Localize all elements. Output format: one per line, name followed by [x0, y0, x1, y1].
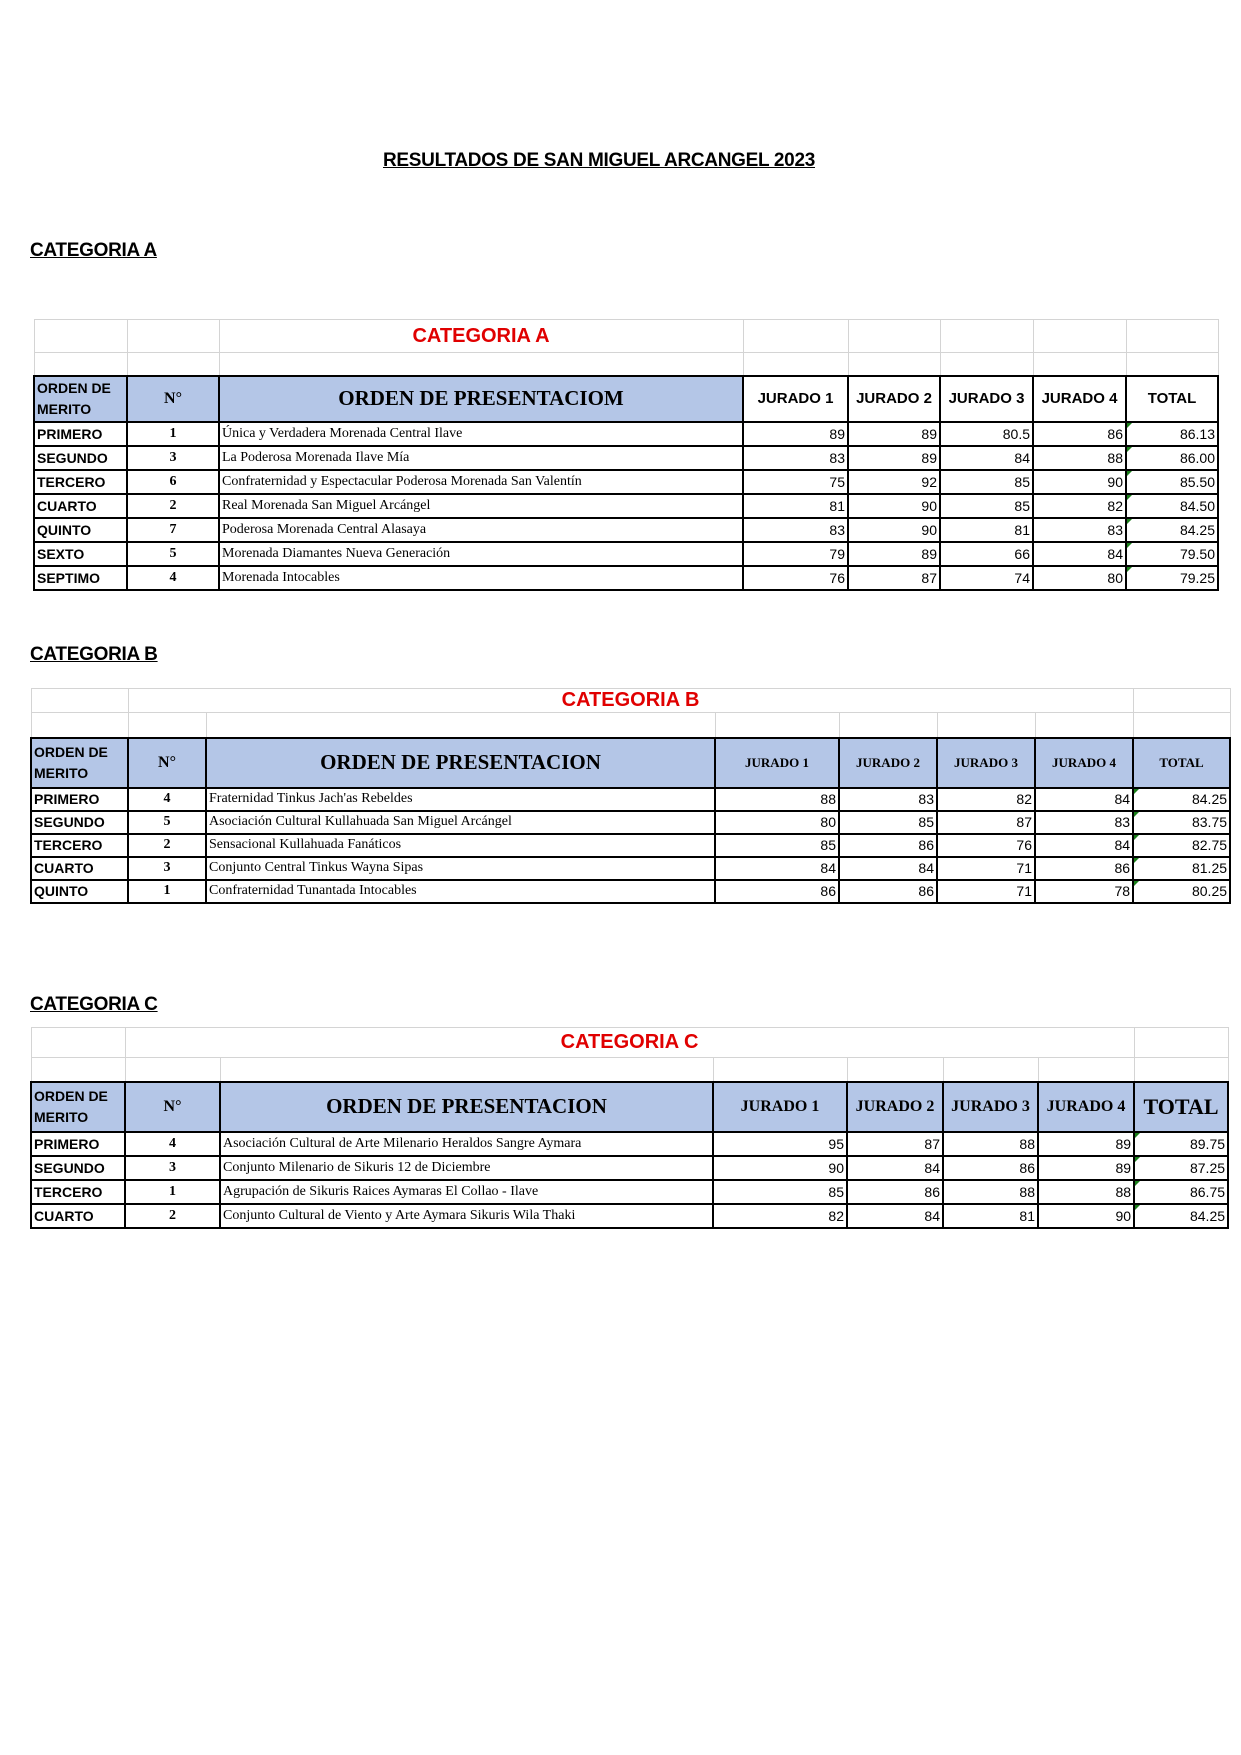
- presentation-number-cell: 4: [128, 788, 206, 811]
- jurado-4-score: 84: [1035, 834, 1133, 857]
- section-heading-c: CATEGORIA C: [30, 994, 158, 1015]
- table-row: [31, 880, 1230, 903]
- jurado-1-score: 85: [715, 834, 839, 857]
- jurado-2-score: 84: [847, 1156, 943, 1180]
- total-score: [1126, 446, 1218, 470]
- total-score: [1134, 1132, 1228, 1156]
- header-jurado-3: JURADO 3: [940, 376, 1033, 422]
- total-score: [1126, 470, 1218, 494]
- total-score: [1133, 880, 1230, 903]
- jurado-3-score: 82: [937, 788, 1035, 811]
- results-table-categoria-a: [33, 319, 1219, 591]
- header-jurado-4: JURADO 4: [1038, 1082, 1134, 1132]
- total-value: 82.75: [1191, 837, 1228, 853]
- header-jurado-3: JURADO 3: [943, 1082, 1038, 1132]
- presentation-number-cell: 1: [128, 880, 206, 903]
- group-name-cell: Asociación Cultural Kullahuada San Miguel Arcángel: [206, 811, 715, 834]
- jurado-4-score: 84: [1035, 788, 1133, 811]
- header-jurado-1: JURADO 1: [713, 1082, 847, 1132]
- header-jurado-1: JURADO 1: [715, 738, 839, 788]
- merit-cell: SEPTIMO: [34, 566, 127, 590]
- jurado-4-score: 83: [1033, 518, 1126, 542]
- presentation-number-cell: 4: [125, 1132, 220, 1156]
- jurado-4-score: 90: [1038, 1204, 1134, 1228]
- group-name-cell: Conjunto Cultural de Viento y Arte Aymara Sikuris Wila Thaki: [220, 1204, 713, 1228]
- cell-marker-icon: [1127, 423, 1132, 428]
- jurado-2-score: 90: [848, 494, 940, 518]
- presentation-number-cell: 3: [127, 446, 219, 470]
- jurado-2-score: 87: [848, 566, 940, 590]
- cell-marker-icon: [1134, 881, 1139, 886]
- group-name-cell: Única y Verdadera Morenada Central Ilave: [219, 422, 743, 446]
- jurado-3-score: 85: [940, 494, 1033, 518]
- group-name-cell: Real Morenada San Miguel Arcángel: [219, 494, 743, 518]
- jurado-4-score: 90: [1033, 470, 1126, 494]
- jurado-3-score: 74: [940, 566, 1033, 590]
- presentation-number-cell: 2: [128, 834, 206, 857]
- presentation-number-cell: 1: [127, 422, 219, 446]
- header-orden-de-merito: ORDEN DE MERITO: [31, 1082, 125, 1132]
- table-row: [31, 1156, 1228, 1180]
- total-score: [1134, 1204, 1228, 1228]
- presentation-number-cell: 3: [128, 857, 206, 880]
- section-heading-b: CATEGORIA B: [30, 644, 158, 665]
- group-name-cell: Fraternidad Tinkus Jach'as Rebeldes: [206, 788, 715, 811]
- merit-cell: TERCERO: [34, 470, 127, 494]
- header-orden-de-presentacion: ORDEN DE PRESENTACION: [206, 738, 715, 788]
- presentation-number-cell: 1: [125, 1180, 220, 1204]
- total-value: 80.25: [1191, 883, 1228, 899]
- jurado-4-score: 78: [1035, 880, 1133, 903]
- header-total: TOTAL: [1134, 1082, 1228, 1132]
- cell-marker-icon: [1127, 471, 1132, 476]
- table-row: [31, 811, 1230, 834]
- jurado-3-score: 71: [937, 880, 1035, 903]
- jurado-2-score: 92: [848, 470, 940, 494]
- total-value: 86.13: [1179, 425, 1215, 442]
- jurado-1-score: 76: [743, 566, 848, 590]
- jurado-1-score: 86: [715, 880, 839, 903]
- total-score: [1134, 1180, 1228, 1204]
- header-jurado-1: JURADO 1: [743, 376, 848, 422]
- jurado-4-score: 88: [1038, 1180, 1134, 1204]
- header-jurado-2: JURADO 2: [839, 738, 937, 788]
- total-score: [1126, 422, 1218, 446]
- header-orden-de-merito: ORDEN DE MERITO: [34, 376, 127, 422]
- table-row: [31, 834, 1230, 857]
- presentation-number-cell: 6: [127, 470, 219, 494]
- header-jurado-3: JURADO 3: [937, 738, 1035, 788]
- total-value: 83.75: [1191, 814, 1228, 830]
- group-name-cell: Conjunto Central Tinkus Wayna Sipas: [206, 857, 715, 880]
- table-row: [34, 446, 1218, 470]
- total-value: 81.25: [1191, 860, 1228, 876]
- group-name-cell: Confraternidad y Espectacular Poderosa Morenada San Valentín: [219, 470, 743, 494]
- merit-cell: SEGUNDO: [31, 811, 128, 834]
- cell-marker-icon: [1127, 567, 1132, 572]
- total-value: 89.75: [1189, 1135, 1226, 1152]
- group-name-cell: Agrupación de Sikuris Raices Aymaras El Collao - Ilave: [220, 1180, 713, 1204]
- header-no: N°: [125, 1082, 220, 1132]
- cell-marker-icon: [1135, 1181, 1140, 1186]
- jurado-2-score: 86: [847, 1180, 943, 1204]
- group-name-cell: Morenada Intocables: [219, 566, 743, 590]
- total-value: 84.25: [1179, 521, 1215, 538]
- jurado-1-score: 84: [715, 857, 839, 880]
- cell-marker-icon: [1134, 789, 1139, 794]
- group-name-cell: Conjunto Milenario de Sikuris 12 de Diciembre: [220, 1156, 713, 1180]
- jurado-4-score: 89: [1038, 1132, 1134, 1156]
- merit-cell: PRIMERO: [31, 788, 128, 811]
- jurado-2-score: 83: [839, 788, 937, 811]
- total-value: 84.25: [1189, 1207, 1226, 1224]
- jurado-4-score: 82: [1033, 494, 1126, 518]
- jurado-4-score: 88: [1033, 446, 1126, 470]
- total-score: [1133, 834, 1230, 857]
- jurado-2-score: 89: [848, 446, 940, 470]
- table-title: CATEGORIA B: [128, 689, 1133, 713]
- merit-cell: CUARTO: [31, 857, 128, 880]
- jurado-3-score: 87: [937, 811, 1035, 834]
- jurado-3-score: 80.5: [940, 422, 1033, 446]
- jurado-3-score: 84: [940, 446, 1033, 470]
- jurado-1-score: 90: [713, 1156, 847, 1180]
- total-score: [1133, 857, 1230, 880]
- group-name-cell: Asociación Cultural de Arte Milenario Heraldos Sangre Aymara: [220, 1132, 713, 1156]
- merit-cell: CUARTO: [31, 1204, 125, 1228]
- jurado-4-score: 89: [1038, 1156, 1134, 1180]
- document-title: RESULTADOS DE SAN MIGUEL ARCANGEL 2023: [382, 150, 815, 171]
- presentation-number-cell: 4: [127, 566, 219, 590]
- jurado-1-score: 88: [715, 788, 839, 811]
- header-total: TOTAL: [1126, 376, 1218, 422]
- merit-cell: SEGUNDO: [34, 446, 127, 470]
- header-orden-de-presentacion: ORDEN DE PRESENTACIOM: [219, 376, 743, 422]
- merit-cell: CUARTO: [34, 494, 127, 518]
- jurado-1-score: 82: [713, 1204, 847, 1228]
- header-total: TOTAL: [1133, 738, 1230, 788]
- jurado-3-score: 85: [940, 470, 1033, 494]
- jurado-2-score: 89: [848, 422, 940, 446]
- table-row: [34, 494, 1218, 518]
- total-score: [1126, 542, 1218, 566]
- presentation-number-cell: 2: [125, 1204, 220, 1228]
- merit-cell: QUINTO: [31, 880, 128, 903]
- total-value: 84.50: [1179, 497, 1215, 514]
- header-jurado-2: JURADO 2: [847, 1082, 943, 1132]
- table-row: [34, 542, 1218, 566]
- header-jurado-4: JURADO 4: [1035, 738, 1133, 788]
- group-name-cell: Morenada Diamantes Nueva Generación: [219, 542, 743, 566]
- jurado-4-score: 80: [1033, 566, 1126, 590]
- table-row: [34, 566, 1218, 590]
- jurado-2-score: 90: [848, 518, 940, 542]
- jurado-2-score: 86: [839, 880, 937, 903]
- jurado-3-score: 81: [943, 1204, 1038, 1228]
- jurado-3-score: 81: [940, 518, 1033, 542]
- merit-cell: SEXTO: [34, 542, 127, 566]
- table-row: [31, 857, 1230, 880]
- jurado-1-score: 83: [743, 446, 848, 470]
- header-orden-de-merito: ORDEN DE MERITO: [31, 738, 128, 788]
- jurado-3-score: 88: [943, 1132, 1038, 1156]
- cell-marker-icon: [1134, 858, 1139, 863]
- cell-marker-icon: [1135, 1205, 1140, 1210]
- jurado-4-score: 86: [1033, 422, 1126, 446]
- presentation-number-cell: 7: [127, 518, 219, 542]
- header-no: N°: [127, 376, 219, 422]
- table-row: [31, 1180, 1228, 1204]
- total-value: 84.25: [1191, 791, 1228, 807]
- presentation-number-cell: 5: [128, 811, 206, 834]
- total-value: 85.50: [1179, 473, 1215, 490]
- jurado-3-score: 88: [943, 1180, 1038, 1204]
- table-title: CATEGORIA C: [125, 1028, 1134, 1058]
- jurado-2-score: 87: [847, 1132, 943, 1156]
- jurado-1-score: 95: [713, 1132, 847, 1156]
- merit-cell: TERCERO: [31, 1180, 125, 1204]
- jurado-2-score: 86: [839, 834, 937, 857]
- header-jurado-2: JURADO 2: [848, 376, 940, 422]
- jurado-1-score: 83: [743, 518, 848, 542]
- total-value: 79.50: [1179, 545, 1215, 562]
- merit-cell: PRIMERO: [31, 1132, 125, 1156]
- header-no: N°: [128, 738, 206, 788]
- jurado-1-score: 79: [743, 542, 848, 566]
- section-heading-a: CATEGORIA A: [30, 240, 157, 261]
- group-name-cell: Sensacional Kullahuada Fanáticos: [206, 834, 715, 857]
- group-name-cell: La Poderosa Morenada Ilave Mía: [219, 446, 743, 470]
- jurado-4-score: 84: [1033, 542, 1126, 566]
- table-row: [31, 1204, 1228, 1228]
- group-name-cell: Poderosa Morenada Central Alasaya: [219, 518, 743, 542]
- header-jurado-4: JURADO 4: [1033, 376, 1126, 422]
- cell-marker-icon: [1127, 543, 1132, 548]
- group-name-cell: Confraternidad Tunantada Intocables: [206, 880, 715, 903]
- cell-marker-icon: [1134, 812, 1139, 817]
- cell-marker-icon: [1135, 1157, 1140, 1162]
- total-score: [1134, 1156, 1228, 1180]
- table-row: [31, 788, 1230, 811]
- table-title: CATEGORIA A: [219, 320, 743, 353]
- jurado-1-score: 89: [743, 422, 848, 446]
- total-value: 86.75: [1189, 1183, 1226, 1200]
- jurado-3-score: 66: [940, 542, 1033, 566]
- jurado-1-score: 75: [743, 470, 848, 494]
- jurado-1-score: 81: [743, 494, 848, 518]
- presentation-number-cell: 2: [127, 494, 219, 518]
- total-score: [1126, 494, 1218, 518]
- results-table-categoria-c: [30, 1027, 1229, 1229]
- jurado-2-score: 89: [848, 542, 940, 566]
- jurado-2-score: 84: [839, 857, 937, 880]
- cell-marker-icon: [1134, 835, 1139, 840]
- merit-cell: PRIMERO: [34, 422, 127, 446]
- jurado-4-score: 86: [1035, 857, 1133, 880]
- header-orden-de-presentacion: ORDEN DE PRESENTACION: [220, 1082, 713, 1132]
- merit-cell: SEGUNDO: [31, 1156, 125, 1180]
- table-row: [34, 518, 1218, 542]
- jurado-2-score: 84: [847, 1204, 943, 1228]
- cell-marker-icon: [1127, 495, 1132, 500]
- table-row: [34, 422, 1218, 446]
- cell-marker-icon: [1127, 447, 1132, 452]
- jurado-3-score: 71: [937, 857, 1035, 880]
- cell-marker-icon: [1127, 519, 1132, 524]
- presentation-number-cell: 3: [125, 1156, 220, 1180]
- total-score: [1126, 566, 1218, 590]
- jurado-4-score: 83: [1035, 811, 1133, 834]
- results-table-categoria-b: [30, 688, 1231, 904]
- merit-cell: QUINTO: [34, 518, 127, 542]
- total-score: [1126, 518, 1218, 542]
- presentation-number-cell: 5: [127, 542, 219, 566]
- cell-marker-icon: [1135, 1133, 1140, 1138]
- jurado-1-score: 80: [715, 811, 839, 834]
- table-row: [31, 1132, 1228, 1156]
- total-value: 79.25: [1179, 569, 1215, 586]
- jurado-2-score: 85: [839, 811, 937, 834]
- total-score: [1133, 811, 1230, 834]
- jurado-3-score: 86: [943, 1156, 1038, 1180]
- total-value: 87.25: [1189, 1159, 1226, 1176]
- jurado-1-score: 85: [713, 1180, 847, 1204]
- table-row: [34, 470, 1218, 494]
- total-value: 86.00: [1179, 449, 1215, 466]
- merit-cell: TERCERO: [31, 834, 128, 857]
- jurado-3-score: 76: [937, 834, 1035, 857]
- total-score: [1133, 788, 1230, 811]
